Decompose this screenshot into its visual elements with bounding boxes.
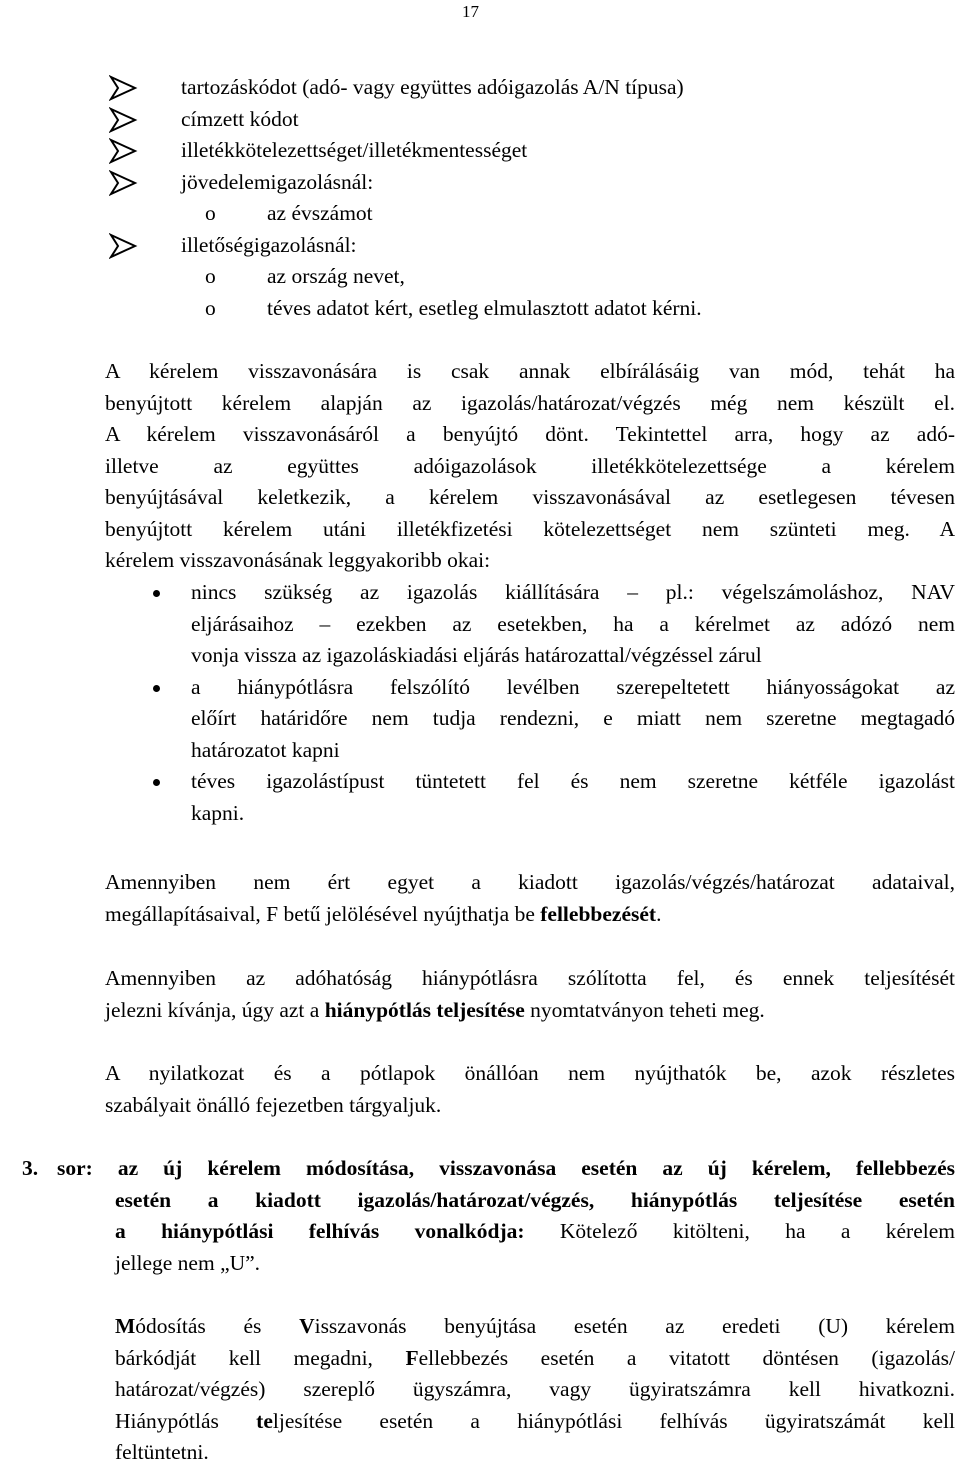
arrow-bullet-icon — [109, 170, 139, 196]
list-item — [109, 230, 702, 262]
circle-bullet-icon: o — [205, 295, 216, 320]
list-item — [109, 135, 702, 167]
text-line: benyújtott kérelem utáni illetékfizetési kötelezettséget nem szünteti meg. A — [105, 516, 955, 541]
text-line: kérelem visszavonásának leggyakoribb okai: — [105, 548, 491, 572]
text-line: benyújtott kérelem alapján az igazolás/határozat/végzés még nem készült el. — [105, 390, 955, 415]
text-run: megállapításaival, F betű jelölésével nyújthatja be — [105, 901, 541, 926]
text-line: kapni. — [191, 800, 245, 825]
text-line — [105, 995, 955, 1027]
bold-text: F — [405, 1345, 419, 1370]
text-line: benyújtásával keletkezik, a kérelem visszavonásával az esetlegesen tévesen — [105, 485, 955, 509]
text-run: Hiánypótlás — [115, 1408, 257, 1433]
text-run: isszavonás benyújtása esetén az eredeti (U) kérelem — [314, 1314, 955, 1338]
bold-text: V — [299, 1314, 315, 1338]
text-line: illetve az együttes adóigazolások illetékkötelezettsége a kérelem — [105, 453, 955, 478]
arrow-bullet-icon — [109, 138, 139, 164]
text-line — [115, 1216, 955, 1248]
section-3-body — [115, 1185, 955, 1280]
text-line — [115, 1437, 955, 1469]
text-line: Amennyiben az adóhatóság hiánypótlásra szólította fel, és ennek teljesítését — [105, 966, 955, 990]
circle-bullet-icon: o — [205, 264, 216, 288]
text-line: szabályait önálló fejezetben tárgyaljuk. — [105, 1092, 442, 1117]
arrow-bullet-icon — [109, 233, 139, 259]
bold-text: hiánypótlás teljesítése — [324, 997, 525, 1022]
reasons-list — [105, 577, 955, 829]
text-line: vonja vissza az igazoláskiadási eljárás határozattal/végzéssel zárul — [191, 643, 762, 667]
paragraph-deficiency — [105, 963, 955, 1026]
text-line: Amennyiben nem ért egyet a kiadott igazolás/végzés/határozat adataival, — [105, 870, 955, 894]
text-run: nyomtatványon teheti meg. — [524, 997, 765, 1022]
list-item — [109, 104, 702, 136]
list-item — [105, 577, 955, 672]
sub-item-text: az ország nevet, — [267, 264, 405, 288]
circle-bullet-icon: o — [205, 201, 216, 225]
arrow-bullet-icon — [109, 107, 139, 133]
bold-text: fellebbezését — [540, 901, 657, 926]
text-run: Kötelező kitölteni, ha a kérelem — [524, 1219, 955, 1243]
sub-item-text: az évszámot — [267, 201, 373, 225]
page-number: 17 — [462, 2, 479, 21]
paragraph-appeal — [105, 867, 955, 930]
text-line: A nyilatkozat és a pótlapok önállóan nem nyújthatók be, azok részletes — [105, 1061, 955, 1085]
text-line: előírt határidőre nem tudja rendezni, e miatt nem szeretne megtagadó — [191, 706, 955, 730]
sub-list-item — [109, 198, 702, 230]
sub-list-item — [109, 293, 702, 325]
list-item — [105, 766, 955, 829]
section-number: 3. — [22, 1156, 39, 1180]
list-item-text: illetékkötelezettséget/illetékmentességet — [181, 138, 528, 162]
list-item-text: illetőségigazolásnál: — [181, 232, 357, 257]
text-run: határozat/végzés) szereplő ügyszámra, vagy ügyiratszámra kell hivatkozni. — [115, 1377, 955, 1401]
arrow-list — [109, 72, 702, 324]
text-run: bárkódját kell megadni, — [115, 1345, 406, 1370]
paragraph-declaration — [105, 1058, 955, 1121]
list-item-text: címzett kódot — [181, 106, 299, 131]
bullet-icon — [153, 685, 160, 692]
paragraph-modification — [115, 1311, 955, 1469]
bullet-icon — [153, 590, 160, 597]
text-line: a hiánypótlásra felszólító levélben szerepeltetett hiányosságokat az — [191, 674, 955, 699]
list-item — [109, 167, 702, 199]
bold-text: te — [256, 1408, 273, 1433]
text-line: eljárásaihoz – ezekben az esetekben, ha a kérelmet az adózó nem — [191, 611, 955, 636]
list-item — [109, 72, 702, 104]
paragraph-withdrawal — [105, 356, 955, 577]
text-line: A kérelem visszavonására is csak annak elbírálásáig van mód, tehát ha — [105, 359, 955, 383]
arrow-bullet-icon — [109, 75, 139, 101]
text-line: sor: az új kérelem módosítása, visszavonása esetén az új kérelem, fellebbezés — [57, 1156, 955, 1180]
text-run: ljesítése esetén a hiánypótlási felhívás ügyiratszámát kell — [272, 1408, 955, 1433]
text-line: jellege nem „U”. — [115, 1250, 261, 1275]
text-run: ellebbezés esetén a vitatott döntésen (igazolás/ — [418, 1345, 956, 1370]
text-run: ódosítás és — [135, 1314, 300, 1338]
sub-item-text: téves adatot kért, esetleg elmulasztott adatot kérni. — [267, 295, 702, 320]
section-3-heading — [57, 1153, 955, 1185]
text-line: esetén a kiadott igazolás/határozat/végzés, hiánypótlás teljesítése esetén — [115, 1187, 955, 1212]
list-item-text: tartozáskódot (adó- vagy együttes adóigazolás A/N típusa) — [181, 75, 684, 99]
list-item — [105, 672, 955, 767]
list-item-text: jövedelemigazolásnál: — [181, 169, 374, 194]
text-line: A kérelem visszavonásáról a benyújtó dönt. Tekintettel arra, hogy az adó- — [105, 422, 955, 446]
text-run: feltüntetni. — [115, 1440, 209, 1464]
text-line — [105, 899, 955, 931]
text-line — [115, 1406, 955, 1438]
bold-text: M — [115, 1314, 136, 1338]
text-line: téves igazolástípust tüntetett fel és nem szeretne kétféle igazolást — [191, 769, 955, 793]
text-line: nincs szükség az igazolás kiállítására – pl.: végelszámoláshoz, NAV — [191, 580, 955, 604]
text-run: . — [656, 901, 662, 926]
text-line — [115, 1311, 955, 1343]
text-run: jelezni kívánja, úgy azt a — [105, 997, 325, 1022]
sub-list-item — [109, 261, 702, 293]
text-line: határozatot kapni — [191, 737, 340, 762]
bold-text: a hiánypótlási felhívás vonalkódja: — [115, 1219, 525, 1243]
text-line — [115, 1343, 955, 1375]
text-line — [115, 1374, 955, 1406]
bullet-icon — [153, 779, 160, 786]
